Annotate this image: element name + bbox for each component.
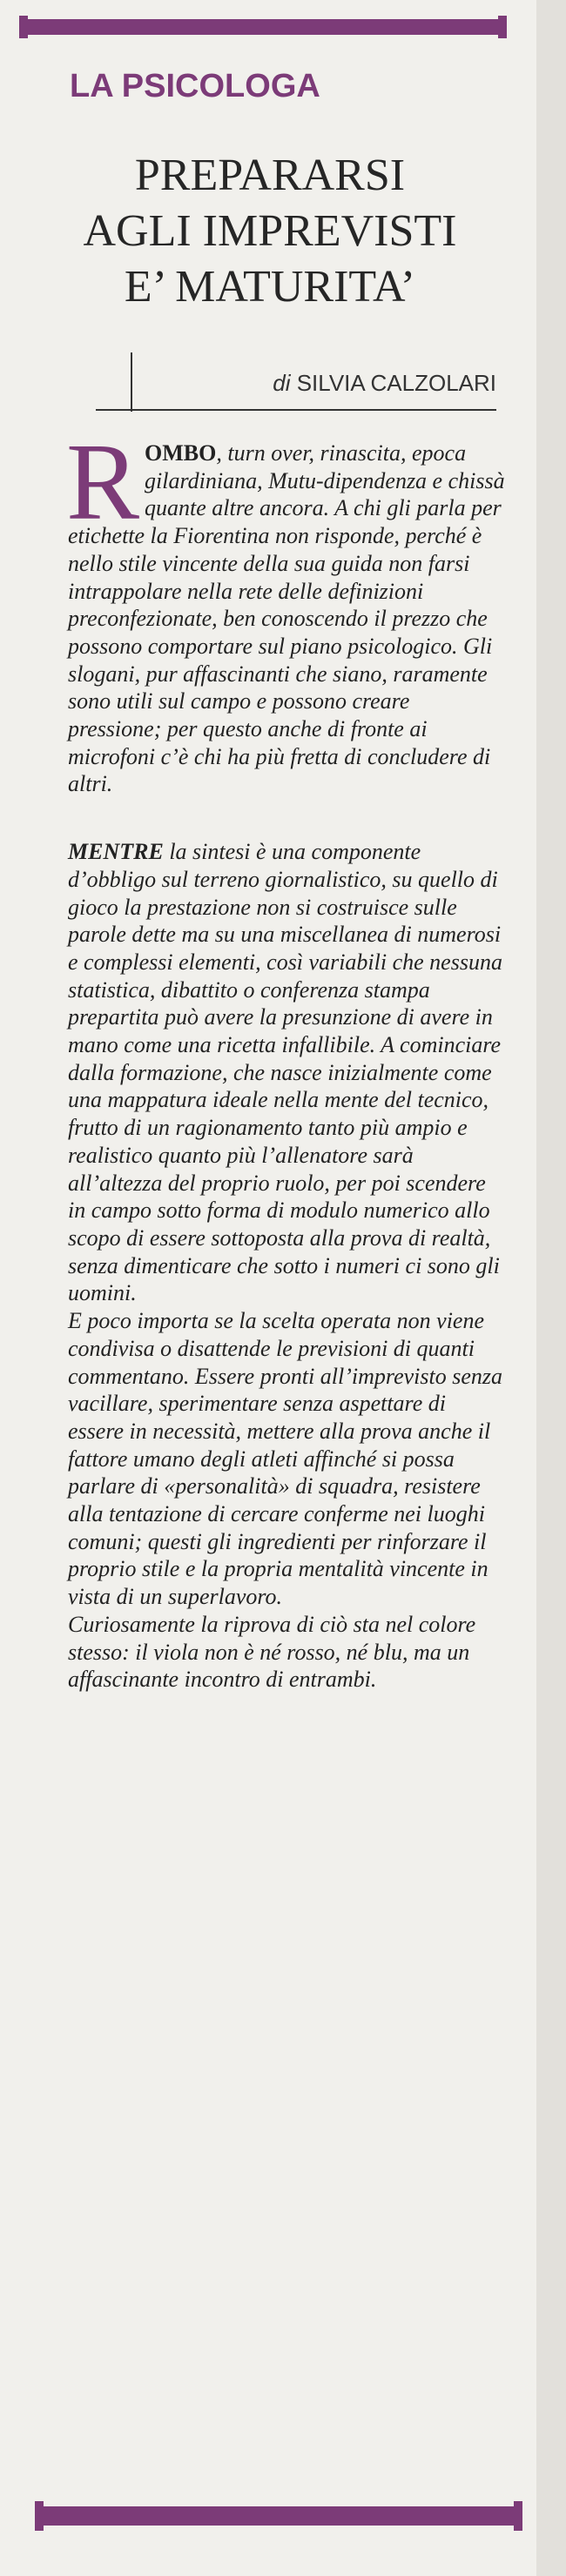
- top-accent-bar-cap-right: [498, 16, 507, 38]
- article-paragraph-2: [68, 838, 505, 1307]
- byline-vertical-rule: [131, 352, 132, 412]
- paragraph-2-text: la sintesi è una componente d’obbligo sul terreno giornalistico, su quello di gioco la prestazione non si costruisce sulle parole dette ma su una miscellanea di numerosi e complessi elementi, così variabili che nessuna statistica, dibattito o conferenza stampa prepartita può avere la presunzione di avere in mano come una ricetta infallibile. A cominciare dalla formazione, che nasce inizialmente come una mappatura ideale nella mente del tecnico, frutto di un ragionamento tanto più ampio e realistico quanto più l’allenatore sarà all’altezza del proprio ruolo, per poi scendere in campo sotto forma di modulo numerico allo scopo di essere sottoposta alla prova di realtà, senza dimenticare che sotto i numeri ci sono gli uomini.: [68, 839, 502, 1306]
- headline-line-3: E’ MATURITA’: [124, 262, 416, 312]
- paragraph-1-text: , turn over, rinascita, epoca gilardiniana, Mutu-dipendenza e chissà quante altre ancora. A chi gli parla per etichette la Fiorentina non risponde, perché è nello stile vincente della sua guida non farsi intrappolare nella rete delle definizioni preconfezionate, ben conoscendo il prezzo che possono comportare sul piano psicologico. Gli slogani, pur affascinanti che siano, raramente sono utili sul campo e possono creare pressione; per questo anche di fronte ai microfoni c’è chi ha più fretta di concludere di altri.: [68, 440, 505, 797]
- top-accent-bar-cap-left: [19, 16, 28, 38]
- lead-word-2: MENTRE: [68, 839, 164, 865]
- article-body: [66, 422, 505, 1694]
- headline: [52, 148, 488, 315]
- page-edge: [536, 0, 566, 2576]
- section-label: LA PSICOLOGA: [70, 68, 320, 104]
- bottom-accent-bar-cap-left: [35, 2501, 44, 2531]
- bottom-accent-bar: [35, 2506, 522, 2526]
- byline-horizontal-rule: [96, 409, 496, 411]
- headline-line-2: AGLI IMPREVISTI: [83, 206, 457, 256]
- article-paragraph-3: E poco importa se la scelta operata non viene condivisa o disattende le previsioni di quanti commentano. Essere pronti all’imprevisto senza vacillare, sperimentare senza aspettare di essere in necessità, mettere alla prova anche il fattore umano degli atleti affinché si possa parlare di «personalità» di squadra, resistere alla tentazione di cercare conferme nei luoghi comuni; questi gli ingredienti per rinforzare il proprio stile e la propria mentalità vincente in vista di un superlavoro.: [68, 1308, 502, 1610]
- top-accent-bar: [19, 19, 507, 35]
- lead-word-1: OMBO: [145, 440, 217, 466]
- paragraph-spacer: [68, 798, 505, 838]
- byline-prefix: di: [273, 370, 291, 396]
- byline-author: SILVIA CALZOLARI: [296, 370, 496, 396]
- headline-line-1: PREPARARSI: [134, 151, 406, 200]
- bottom-accent-bar-cap-right: [514, 2501, 522, 2531]
- article-paragraph-4: Curiosamente la riprova di ciò sta nel colore stesso: il viola non è né rosso, né blu, ma un affascinante incontro di entrambi.: [68, 1611, 476, 1693]
- article-paragraph-1: [66, 422, 505, 798]
- byline: [209, 370, 496, 397]
- drop-cap: R: [66, 422, 140, 543]
